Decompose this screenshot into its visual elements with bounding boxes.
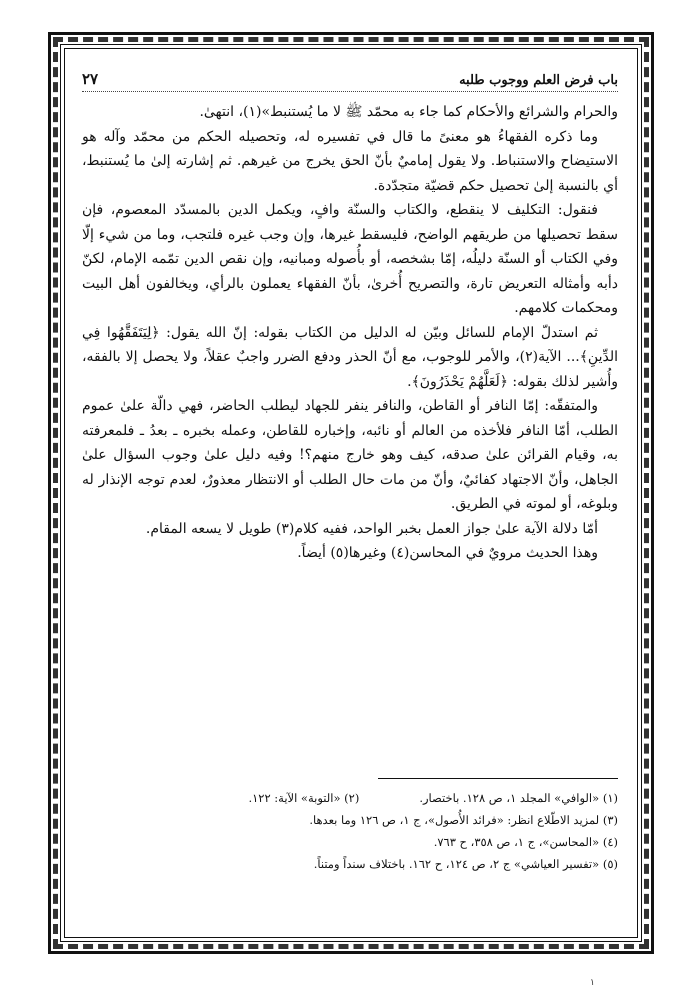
page-number: ٢٧ <box>82 70 99 88</box>
running-header <box>82 70 618 92</box>
paragraph: والحرام والشرائع والأحكام كما جاء به محمّد ﷺ لا ما يُستنبط»(١)، انتهىٰ. <box>199 104 618 120</box>
footnotes <box>82 778 618 875</box>
paragraph: ثم استدلّ الإمام للسائل وبيّن له الدليل من الكتاب بقوله: إنّ الله يقول: ﴿لِيَتَفَقَّهُوا فِي الدِّينِ﴾... الآية(٢)، والأمر للوجوب، مع أنّ الحذر ودفع الضرر واجبٌ عقلاً، ولا يحصل إلا بالفقه، وأُشير لذلك بقوله: ﴿لَعَلَّهُمْ يَحْذَرُونَ﴾. <box>82 324 618 390</box>
footnote-3: (٣) لمزيد الاطّلاع انظر: «فرائد الأُصول»، ج ١، ص ١٢٦ وما بعدها. <box>309 813 618 827</box>
footnote-2: (٢) «التوبة» الآية: ١٢٢. <box>248 791 360 805</box>
footnote-5: (٥) «تفسير العياشي» ج ٢، ص ١٢٤، ح ١٦٢. باختلاف سنداً ومتناً. <box>313 857 618 871</box>
chapter-title: باب فرض العلم ووجوب طلبه <box>459 73 618 88</box>
paragraph: وهذا الحديث مرويٌ في المحاسن(٤) وغيرها(٥) أيضاً. <box>297 545 598 561</box>
paragraph: فنقول: التكليف لا ينقطع، والكتاب والسنّة وافٍ، ويكمل الدين بالمسدّد المعصوم، فإن سقط تحصيلها من طريقهم الواضح، فليسقط غيرها، وإن وجب غيره فلتجب، وما من شيء إلّا وفي الكتاب أو السنّة دليلُه، إمّا بشخصه، أو بأُصوله ومبانيه، وإن نقص الدين تمّمه الإمام، لكنّ دأبه وأمثاله التعريض تارة، والتصريح أُخرىٰ، بأنّ الفقهاء يعملون بالرأي، ويخالفون أهل البيت ومحكمات كلامهم. <box>82 202 618 316</box>
page-mark: ١ <box>590 978 595 988</box>
footnote-row <box>82 787 618 809</box>
footnote-rule <box>378 778 618 779</box>
page-content <box>82 70 618 900</box>
paragraph: والمتفقّه: إمّا النافر أو القاطن، والنافر ينفر للجهاد ليطلب الحاضر، فهي دالّة علىٰ عموم الطلب، أمّا النافر فلأخذه من العالم أو نائبه، وإخباره للقاطن، وعمله بخبره ـ بعدُ ـ فلمعرفته به، وقيام القرائن علىٰ صدقه، كيف وهو خارج منهم؟! وفيه دليل علىٰ وجوب السؤال علىٰ الجاهل، وأنّ الاجتهاد كفائيٌ، وأنّ من مات حال الطلب أو الانتظار معذورٌ، لعدم توجه الإنذار له وبلوغه، أو لموته في الطريق. <box>82 398 618 512</box>
main-text <box>82 100 618 566</box>
paragraph: أمّا دلالة الآية علىٰ جواز العمل بخبر الواحد، ففيه كلام(٣) طويل لا يسعه المقام. <box>145 520 598 537</box>
footnote-4: (٤) «المحاسن»، ج ١، ص ٣٥٨، ح ٧٦٣. <box>433 835 618 849</box>
footnote-1: (١) «الوافي» المجلد ١، ص ١٢٨. باختصار. <box>419 791 618 805</box>
paragraph: وما ذكره الفقهاءُ هو معنىً ما قال في تفسيره له، وتحصيله الحكم من محمّد وآله هو الاستيضاح والاستنباط. ولا يقول إماميٌ بأنّ الحق يخرج من غيرهم. ثم إشارته إلىٰ ما يُستنبط، أي بالنسبة إلىٰ تحصيل حكم قضيّة متجدّدة. <box>82 128 618 194</box>
